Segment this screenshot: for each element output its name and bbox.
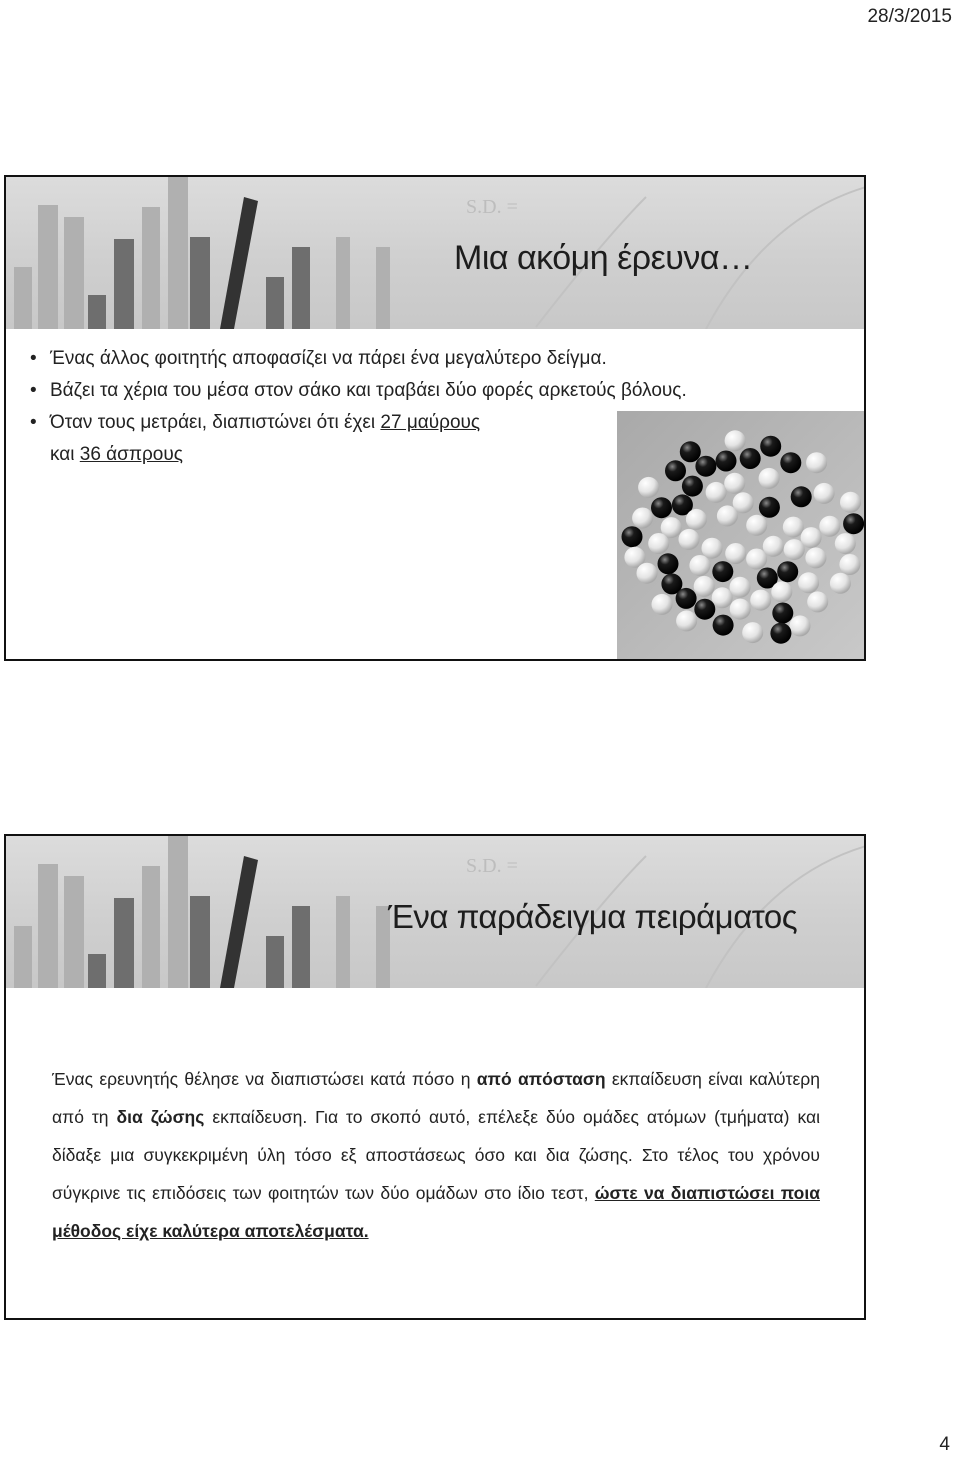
marble	[770, 623, 791, 644]
slide-title: Μια ακόμη έρευνα…	[454, 239, 753, 277]
bullet-dot: •	[30, 380, 37, 401]
marble	[679, 529, 700, 550]
marble	[694, 576, 715, 597]
marble	[724, 473, 745, 494]
marble	[702, 538, 723, 559]
marble	[759, 468, 780, 489]
sd-formula-text: S.D. =	[466, 855, 518, 877]
marble	[676, 610, 697, 631]
marble	[740, 448, 761, 469]
marble	[658, 553, 679, 574]
marble	[682, 476, 703, 497]
marble	[843, 513, 864, 534]
marble	[652, 594, 673, 615]
bullet-item	[28, 375, 687, 407]
marble	[807, 591, 828, 612]
marble	[790, 615, 811, 636]
marbles-photo	[617, 411, 866, 661]
slide-1	[4, 175, 866, 661]
header-date: 28/3/2015	[867, 6, 952, 27]
marble	[742, 622, 763, 643]
marble	[632, 508, 653, 529]
marble	[717, 505, 738, 526]
marble	[676, 588, 697, 609]
marble	[686, 509, 707, 530]
marble	[830, 573, 851, 594]
marble	[622, 526, 643, 547]
experiment-paragraph	[52, 1060, 820, 1250]
bullet-item	[28, 343, 687, 375]
marble	[840, 492, 861, 513]
marble	[689, 555, 710, 576]
marble	[763, 536, 784, 557]
page-number: 4	[939, 1434, 950, 1455]
slide-title: Ένα παράδειγμα πειράματος	[388, 898, 798, 935]
bullet-list	[28, 343, 687, 471]
marble	[801, 527, 822, 548]
marble	[759, 497, 780, 518]
marble	[806, 452, 827, 473]
slide-banner	[6, 836, 864, 988]
paragraph-text: εκπαίδευση. Για το σκοπό αυτό, επέλεξε δύο ομάδες ατόμων (τμήματα) και δίδαξε μια συγκεκριμένη ύλη τόσο εξ αποστάσεως όσο και δια ζώσης. Στο τέλος του χρόνου σύγκρινε τις επιδόσεις των φοιτητών των δύο ομάδων στο ίδιο τεστ,	[52, 1107, 820, 1203]
marble	[839, 554, 860, 575]
sd-formula-text: S.D. =	[466, 196, 518, 218]
marble	[637, 563, 658, 584]
bold-in-person: δια ζώσης	[116, 1107, 205, 1127]
marble	[712, 587, 733, 608]
marble	[772, 603, 793, 624]
slide-banner	[6, 177, 864, 329]
marble	[730, 577, 751, 598]
marble	[694, 599, 715, 620]
marble	[791, 486, 812, 507]
bullet-dot: •	[30, 412, 37, 433]
bold-distance: από απόσταση	[476, 1069, 606, 1089]
marble	[695, 456, 716, 477]
bullet-item	[28, 407, 687, 471]
marble	[780, 452, 801, 473]
bullet-text: Βάζει τα χέρια του μέσα στον σάκο και τραβάει δύο φορές αρκετούς βόλους.	[50, 380, 687, 401]
marble	[665, 460, 686, 481]
marble	[746, 549, 767, 570]
marble	[798, 572, 819, 593]
marble	[750, 590, 771, 611]
marble	[777, 561, 798, 582]
bullet-text: Ένας άλλος φοιτητής αποφασίζει να πάρει ένα μεγαλύτερο δείγμα.	[50, 348, 607, 369]
marble	[746, 515, 767, 536]
marble	[760, 436, 781, 457]
black-count: 27 μαύρους	[380, 412, 481, 433]
marble	[680, 441, 701, 462]
paragraph-text: εκπαίδευση είναι καλύτερη από τη	[52, 1069, 820, 1127]
marble	[638, 477, 659, 498]
marble	[814, 483, 835, 504]
slide-2	[4, 834, 866, 1320]
marble	[805, 547, 826, 568]
marble	[784, 539, 805, 560]
bold-goal: ώστε να διαπιστώσει ποια μέθοδος είχε καλύτερα αποτελέσματα.	[52, 1183, 820, 1241]
bullet-dot: •	[30, 348, 37, 369]
paragraph-text: Ένας ερευνητής θέλησε να διαπιστώσει κατά πόσο η	[52, 1069, 477, 1089]
marble	[651, 497, 672, 518]
marble	[725, 543, 746, 564]
white-count: 36 άσπρους	[79, 444, 183, 465]
marble	[706, 482, 727, 503]
marble	[716, 451, 737, 472]
marble	[819, 516, 840, 537]
marble	[835, 533, 856, 554]
marble	[713, 615, 734, 636]
marble	[725, 430, 746, 451]
marble	[771, 581, 792, 602]
marble	[783, 517, 804, 538]
marble	[712, 561, 733, 582]
marble	[730, 599, 751, 620]
bullet-text-mid: και	[50, 444, 80, 465]
marble	[648, 533, 669, 554]
bullet-text-pre: Όταν τους μετράει, διαπιστώνει ότι έχει	[50, 412, 381, 433]
